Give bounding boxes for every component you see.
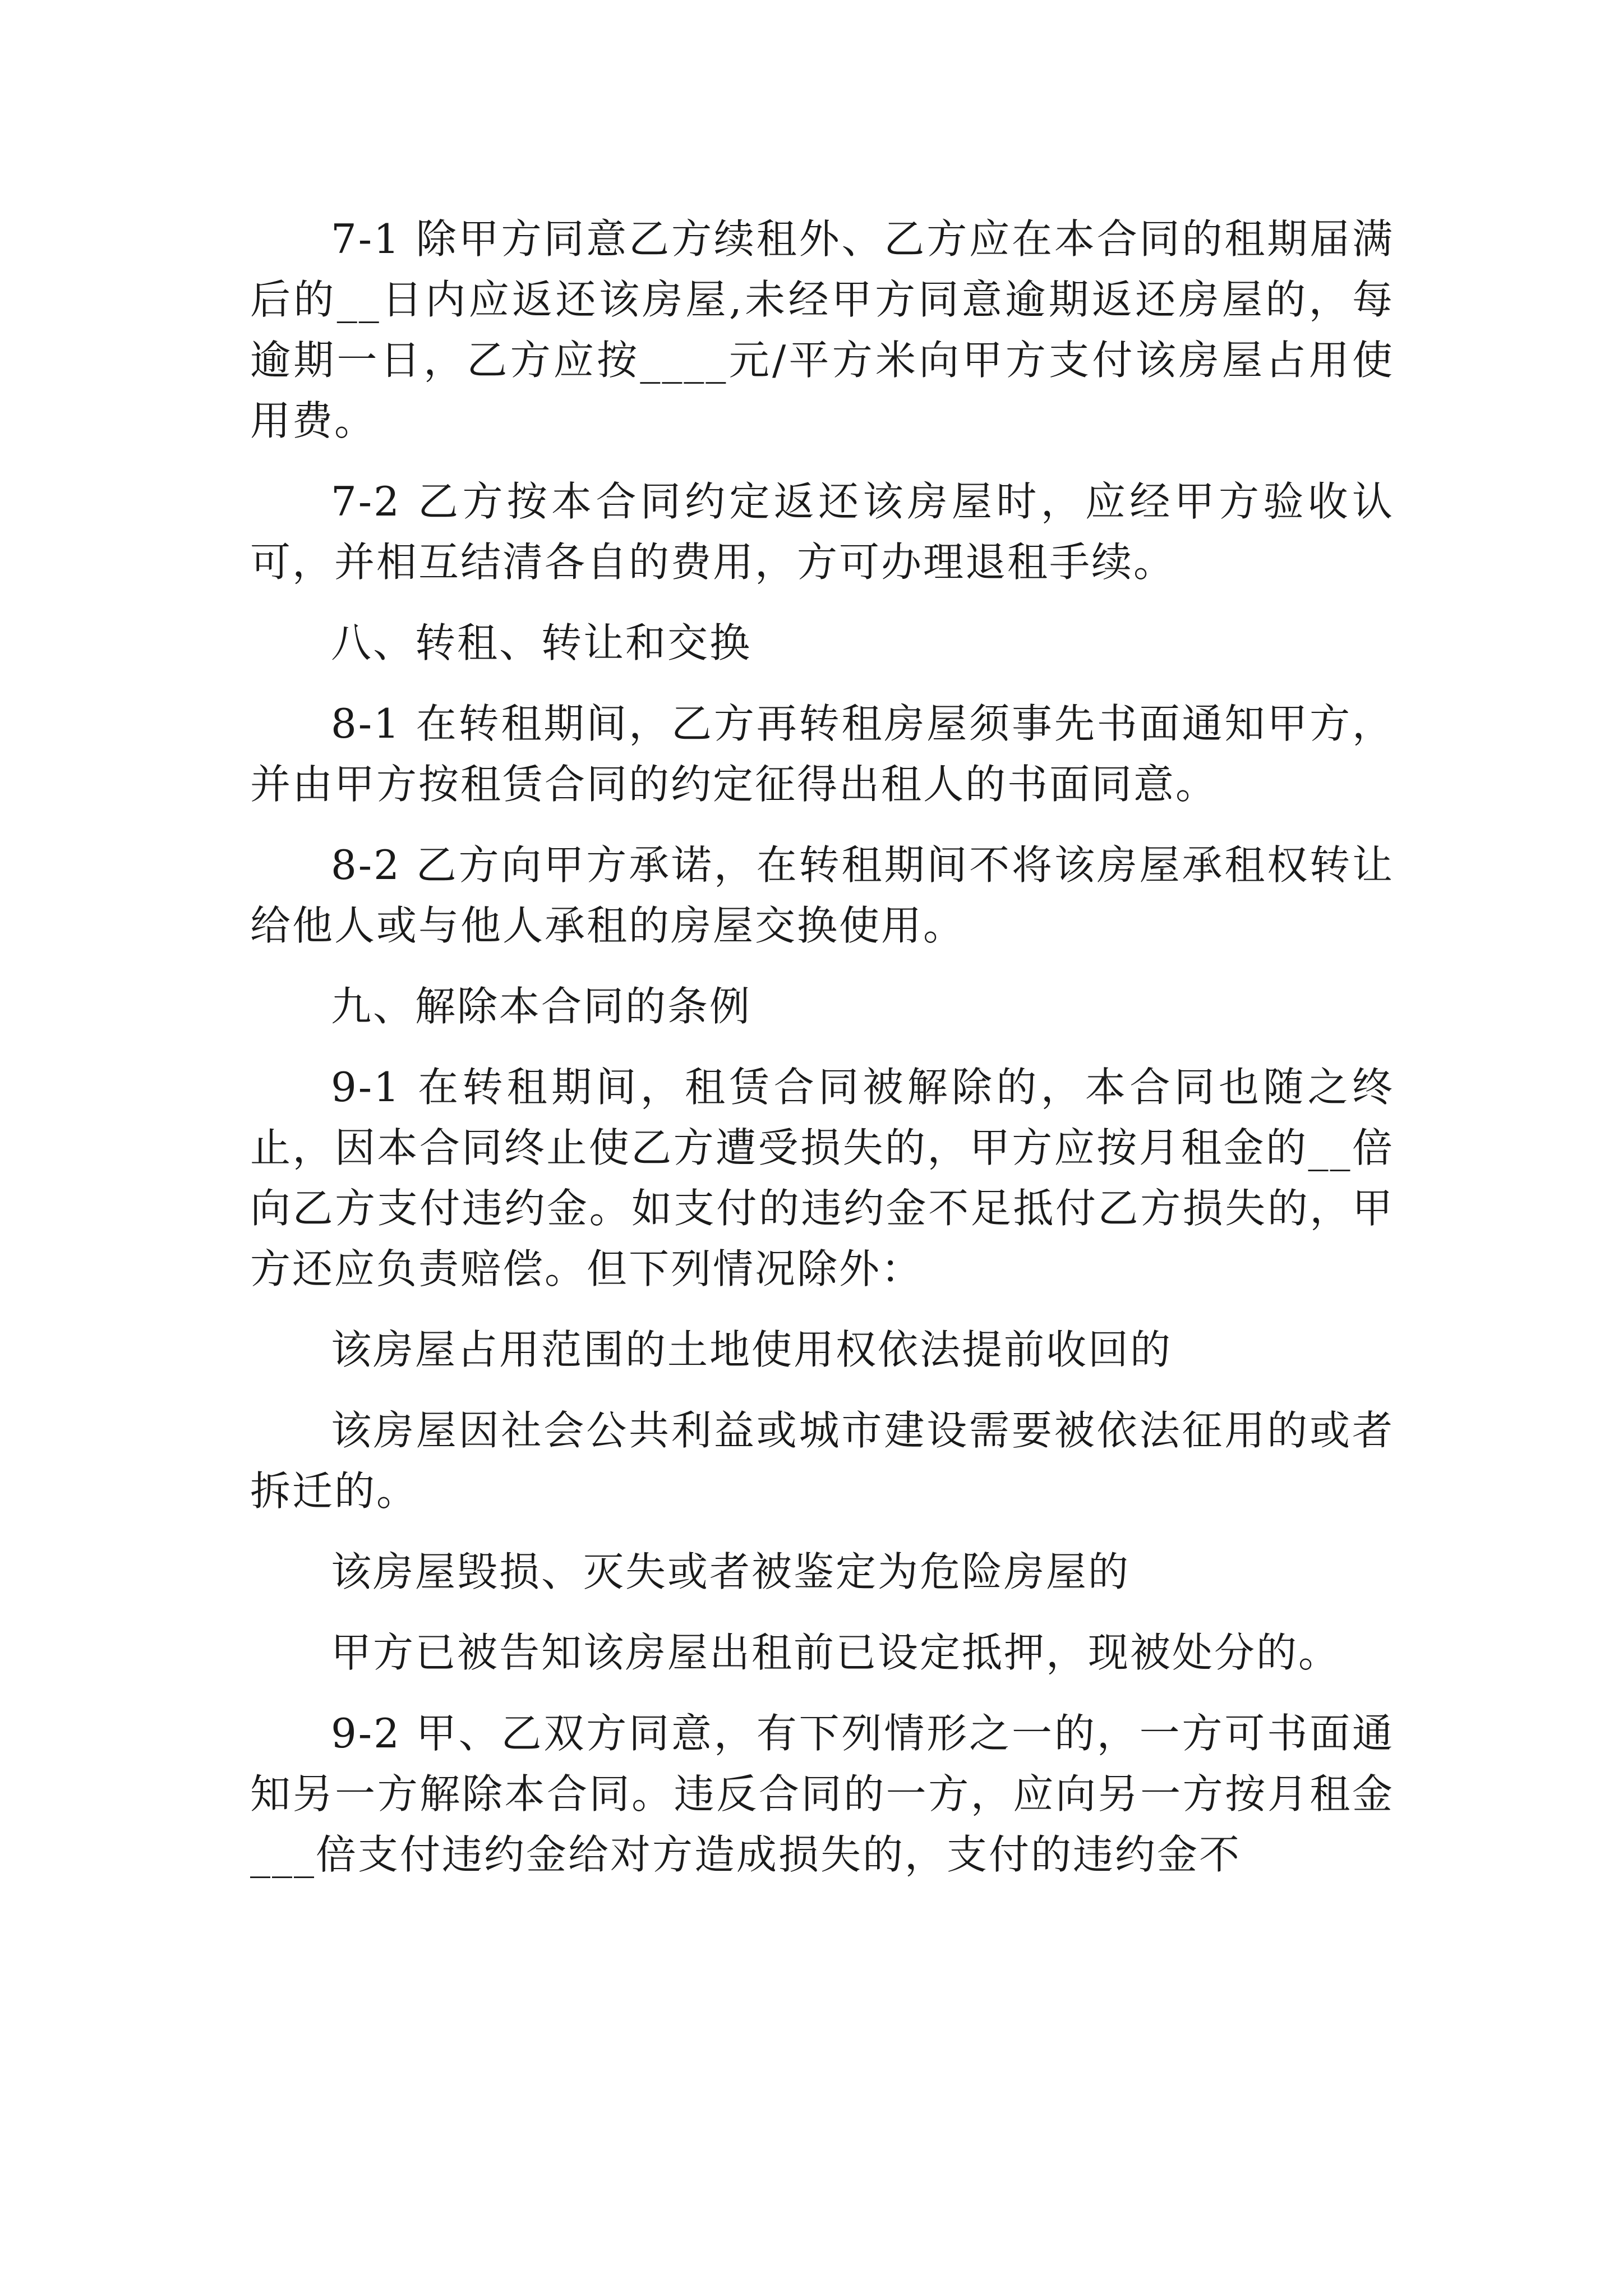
section-heading-8: 八、转租、转让和交换	[331, 619, 752, 666]
paragraph-7-2: 7-2 乙方按本合同约定返还该房屋时，应经甲方验收认可，并相互结清各自的费用，方可办理退租手续。	[250, 478, 1394, 586]
exception-item-land-use: 该房屋占用范围的土地使用权依法提前收回的	[331, 1326, 1173, 1373]
exception-item-mortgage: 甲方已被告知该房屋出租前已设定抵押，现被处分的。	[331, 1629, 1341, 1676]
exception-item-expropriation: 该房屋因社会公共利益或城市建设需要被依法征用的或者拆迁的。	[250, 1407, 1394, 1515]
paragraph-9-2: 9-2 甲、乙双方同意，有下列情形之一的，一方可书面通知另一方解除本合同。违反合同的一方，应向另一方按月租金___倍支付违约金给对方造成损失的，支付的违约金不	[250, 1710, 1394, 1878]
paragraph-9-1: 9-1 在转租期间，租赁合同被解除的，本合同也随之终止，因本合同终止使乙方遭受损失的，甲方应按月租金的__倍向乙方支付违约金。如支付的违约金不足抵付乙方损失的，甲方还应负责赔偿。但下列情况除外：	[250, 1064, 1394, 1292]
paragraph-7-1: 7-1 除甲方同意乙方续租外、乙方应在本合同的租期届满后的__日内应返还该房屋,未经甲方同意逾期返还房屋的，每逾期一日，乙方应按____元/平方米向甲方支付该房屋占用使用费。	[250, 215, 1394, 444]
paragraph-8-2: 8-2 乙方向甲方承诺，在转租期间不将该房屋承租权转让给他人或与他人承租的房屋交换使用。	[250, 841, 1394, 949]
section-heading-9: 九、解除本合同的条例	[331, 983, 752, 1030]
exception-item-damage: 该房屋毁损、灭失或者被鉴定为危险房屋的	[331, 1548, 1131, 1595]
document-body	[250, 209, 1394, 1905]
paragraph-8-1: 8-1 在转租期间，乙方再转租房屋须事先书面通知甲方，并由甲方按租赁合同的约定征得出租人的书面同意。	[250, 700, 1394, 808]
